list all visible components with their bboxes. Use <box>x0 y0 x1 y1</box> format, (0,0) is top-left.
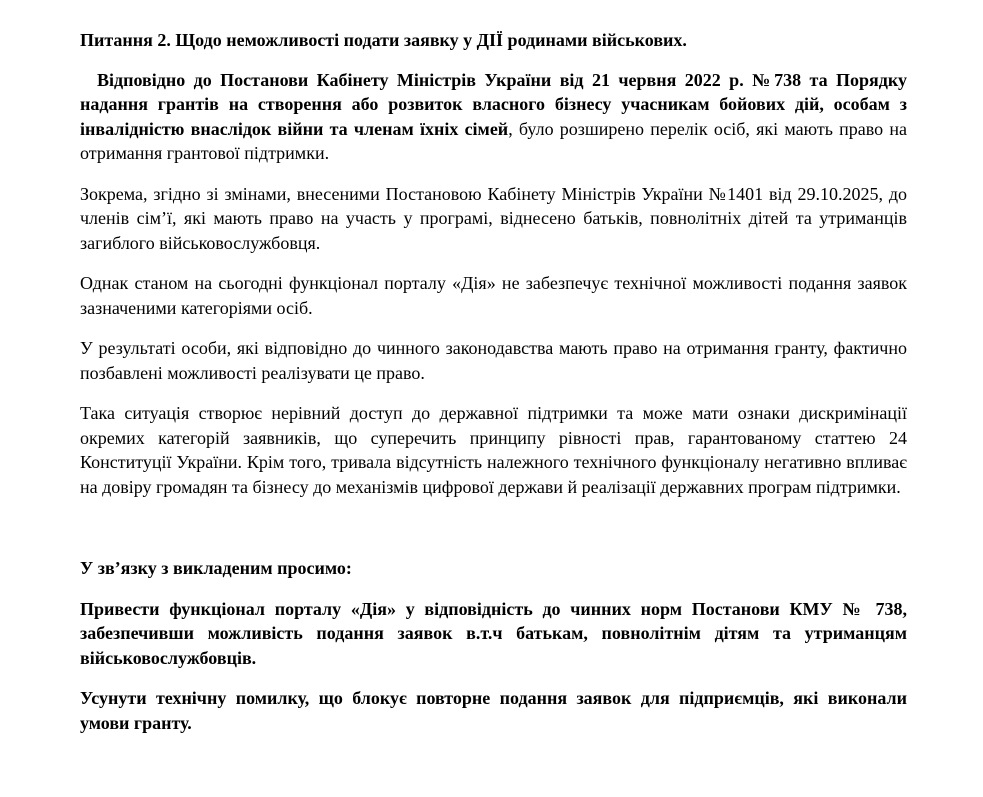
legal-basis-rest: , було розширено перелік осіб, які мають право на отримання грантової підтримки. <box>80 118 908 163</box>
request-item-1: Привести функціонал порталу «Дія» у відповідність до чинних норм Постанови КМУ № 738, забезпечивши можливість подання заявок в.т.ч батькам, повнолітнім дітям та утриманцям військовослужбовців. <box>80 598 907 668</box>
paragraph-portal-limitation: Однак станом на сьогодні функціонал порталу «Дія» не забезпечує технічної можливості подання заявок зазначеними категоріями осіб. <box>80 273 907 318</box>
request-item-2: Усунути технічну помилку, що блокує повторне подання заявок для підприємців, які виконали умови гранту. <box>80 688 907 733</box>
paragraph-amendments: Зокрема, згідно зі змінами, внесеними Постановою Кабінету Міністрів України №1401 від 29.10.2025, до членів сім’ї, які мають право на участь у програмі, віднесено батьків, повнолітніх дітей та утриманців загиблого військовослужбовця. <box>80 183 907 253</box>
request-heading: У зв’язку з викладеним просимо: <box>80 558 352 578</box>
question-heading: Питання 2. Щодо неможливості подати заявку у ДІЇ родинами військових. <box>80 30 687 50</box>
legal-basis-bold: Відповідно до Постанови Кабінету Міністрів України від 21 червня 2022 р. №738 та Порядку надання грантів на створення або розвиток власного бізнесу учасникам бойових дій, особам з інвалідністю внаслідок війни та членам їхніх сімей <box>80 69 907 139</box>
paragraph-discrimination: Така ситуація створює нерівний доступ до державної підтримки та може мати ознаки дискримінації окремих категорій заявників, що суперечить принципу рівності прав, гарантованому статтею 24 Конституції України. Крім того, тривала відсутність належного технічного функціоналу негативно впливає на довіру громадян та бізнесу до механізмів цифрової держави й реалізації державних програм підтримки. <box>80 403 907 497</box>
paragraph-consequence: У результаті особи, які відповідно до чинного законодавства мають право на отримання гранту, фактично позбавлені можливості реалізувати це право. <box>80 338 907 383</box>
document-page <box>80 28 907 735</box>
paragraph-legal-basis <box>80 68 907 166</box>
